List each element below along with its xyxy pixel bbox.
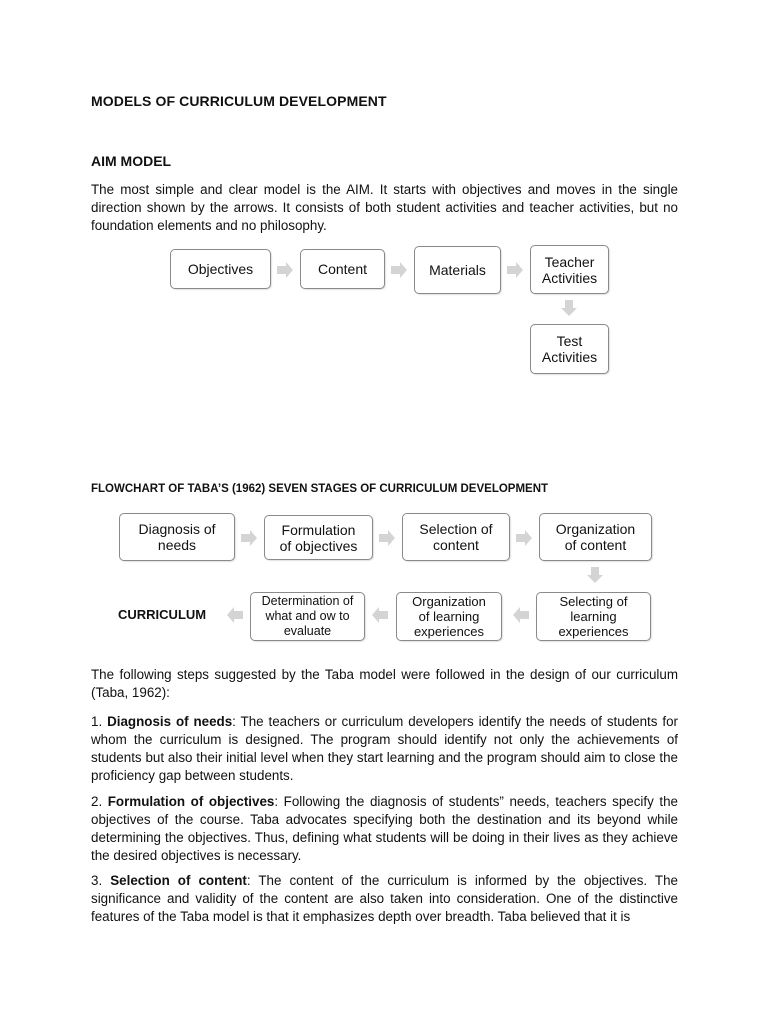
step-formulation-of-objectives	[91, 793, 678, 865]
taba-flowchart-heading: FLOWCHART OF TABA’S (1962) SEVEN STAGES OF CURRICULUM DEVELOPMENT	[91, 483, 549, 495]
taba-box-formulation-of-objectives: Formulation of objectives	[264, 515, 373, 560]
aim-box-test-activities: Test Activities	[530, 324, 609, 374]
taba-box-selection-of-content: Selection of content	[402, 513, 510, 561]
step-number: 1.	[91, 714, 103, 729]
step-text: : The teachers or curriculum developers identify the needs of students for whom the curriculum is designed. The program should identify not only the achievements of students but also their initial level when they start learning and the program should aim to close the proficiency gap between students.	[91, 714, 678, 783]
taba-box-determination-of-evaluation: Determination of what and ow to evaluate	[250, 592, 365, 641]
document-title: MODELS OF CURRICULUM DEVELOPMENT	[91, 93, 387, 109]
taba-box-organization-of-content: Organization of content	[539, 513, 652, 561]
step-diagnosis-of-needs	[91, 713, 678, 785]
down-arrow-icon	[561, 300, 577, 316]
taba-box-diagnosis-of-needs: Diagnosis of needs	[119, 513, 235, 561]
right-arrow-icon	[277, 262, 293, 278]
aim-box-materials: Materials	[414, 246, 501, 294]
aim-model-heading: AIM MODEL	[91, 153, 172, 169]
taba-box-organization-of-learning-experiences: Organization of learning experiences	[396, 592, 502, 641]
left-arrow-icon	[227, 607, 243, 623]
step-number: 2.	[91, 794, 103, 809]
right-arrow-icon	[241, 530, 257, 546]
step-text: : Following the diagnosis of students” needs, teachers specify the objectives of the course. Taba advocates specifying both the destination and its beyond while determining the objectives. Thus, defining what students will be doing in their lives as they achieve the desired objectives is necessary.	[91, 794, 678, 863]
right-arrow-icon	[507, 262, 523, 278]
step-selection-of-content	[91, 872, 678, 926]
step-term: Diagnosis of needs	[107, 714, 233, 729]
step-number: 3.	[91, 873, 103, 888]
step-term: Selection of content	[110, 873, 247, 888]
aim-box-objectives: Objectives	[170, 249, 271, 289]
down-arrow-icon	[587, 567, 603, 583]
taba-box-selecting-of-learning-experiences: Selecting of learning experiences	[536, 592, 651, 641]
step-term: Formulation of objectives	[107, 794, 275, 809]
step-text: : The content of the curriculum is informed by the objectives. The significance and validity of the content are also taken into consideration. One of the distinctive features of the Taba model is that it emphasizes depth over breadth. Taba believed that it is	[91, 873, 678, 924]
left-arrow-icon	[513, 607, 529, 623]
left-arrow-icon	[372, 607, 388, 623]
aim-box-content: Content	[300, 249, 385, 289]
right-arrow-icon	[391, 262, 407, 278]
aim-box-teacher-activities: Teacher Activities	[530, 245, 609, 294]
right-arrow-icon	[379, 530, 395, 546]
taba-intro-paragraph: The following steps suggested by the Taba model were followed in the design of our curriculum (Taba, 1962):	[91, 667, 678, 700]
right-arrow-icon	[516, 530, 532, 546]
aim-model-paragraph: The most simple and clear model is the AIM. It starts with objectives and moves in the single direction shown by the arrows. It consists of both student activities and teacher activities, but no foundation elements and no philosophy.	[91, 182, 678, 233]
curriculum-label: CURRICULUM	[118, 607, 207, 622]
